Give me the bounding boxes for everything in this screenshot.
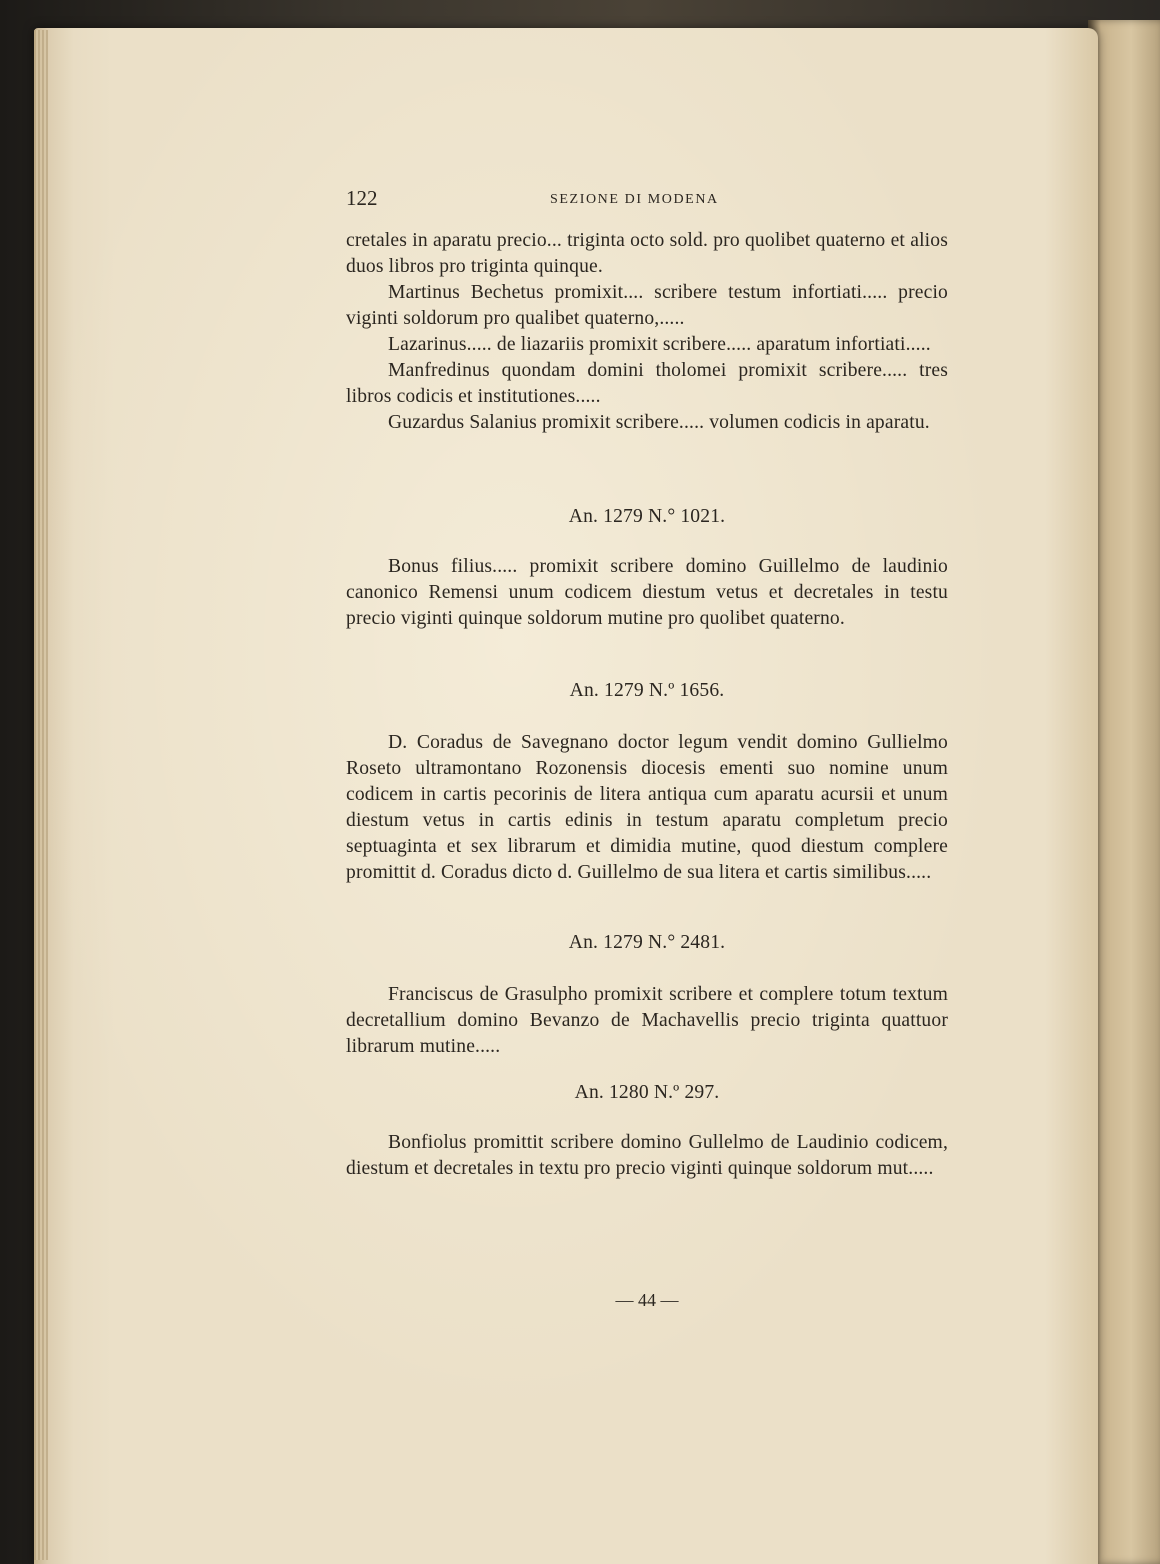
paragraph: Lazarinus..... de liazariis promixit scribere..... aparatum infortiati..... <box>388 334 931 355</box>
running-head: SEZIONE DI MODENA <box>550 192 719 207</box>
page-header <box>346 186 950 214</box>
entry-body <box>346 554 948 632</box>
entry-dateline: An. 1279 N.° 1021. <box>568 506 726 527</box>
entry-body <box>346 730 948 886</box>
page-gutter-edge <box>34 30 48 1560</box>
page-number: 122 <box>346 186 378 210</box>
paragraph: Manfredinus quondam domini tholomei promixit scribere..... tres libros codicis et institutiones..... <box>346 360 948 407</box>
paragraph: Bonfiolus promittit scribere domino Gullelmo de Laudinio codicem, diestum et decretales in textu pro precio viginti quinque soldorum mut..... <box>346 1132 948 1179</box>
entry-body <box>346 1130 948 1182</box>
paragraph: Martinus Bechetus promixit.... scribere testum infortiati..... precio viginti soldorum pro qualibet quaterno,..... <box>346 282 948 329</box>
paragraph: D. Coradus de Savegnano doctor legum vendit domino Gullielmo Roseto ultramontano Rozonensis diocesis ementi suo nomine unum codicem in cartis pecorinis de litera antiqua cum aparatu acursii et unum diestum vetus in cartis edinis in testum aparatu completum precio septuaginta et sex librarum et dimidia mutine, quod diestum complere promittit d. Coradus dicto d. Guillelmo de sua litera et cartis similibus..... <box>346 732 948 883</box>
paragraph: Bonus filius..... promixit scribere domino Guillelmo de laudinio canonico Remensi unum codicem diestum vetus et decretales in testu precio viginti quinque soldorum mutine pro quolibet quaterno. <box>346 556 948 629</box>
entry-continuation <box>346 228 948 436</box>
folio-number: — 44 — <box>615 1290 679 1310</box>
paragraph: Franciscus de Grasulpho promixit scribere et complere totum textum decretallium domino Bevanzo de Machavellis precio triginta quattuor librarum mutine..... <box>346 984 948 1057</box>
next-page-edge <box>1088 20 1160 1564</box>
paragraph: Guzardus Salanius promixit scribere..... volumen codicis in aparatu. <box>388 412 930 433</box>
entry-dateline: An. 1279 N.º 1656. <box>569 680 725 701</box>
paragraph: cretales in aparatu precio... triginta octo sold. pro quolibet quaterno et alios duos libros pro triginta quinque. <box>346 230 948 277</box>
entry-dateline: An. 1280 N.º 297. <box>574 1082 720 1103</box>
entry-body <box>346 982 948 1060</box>
entry-dateline: An. 1279 N.° 2481. <box>568 932 726 953</box>
